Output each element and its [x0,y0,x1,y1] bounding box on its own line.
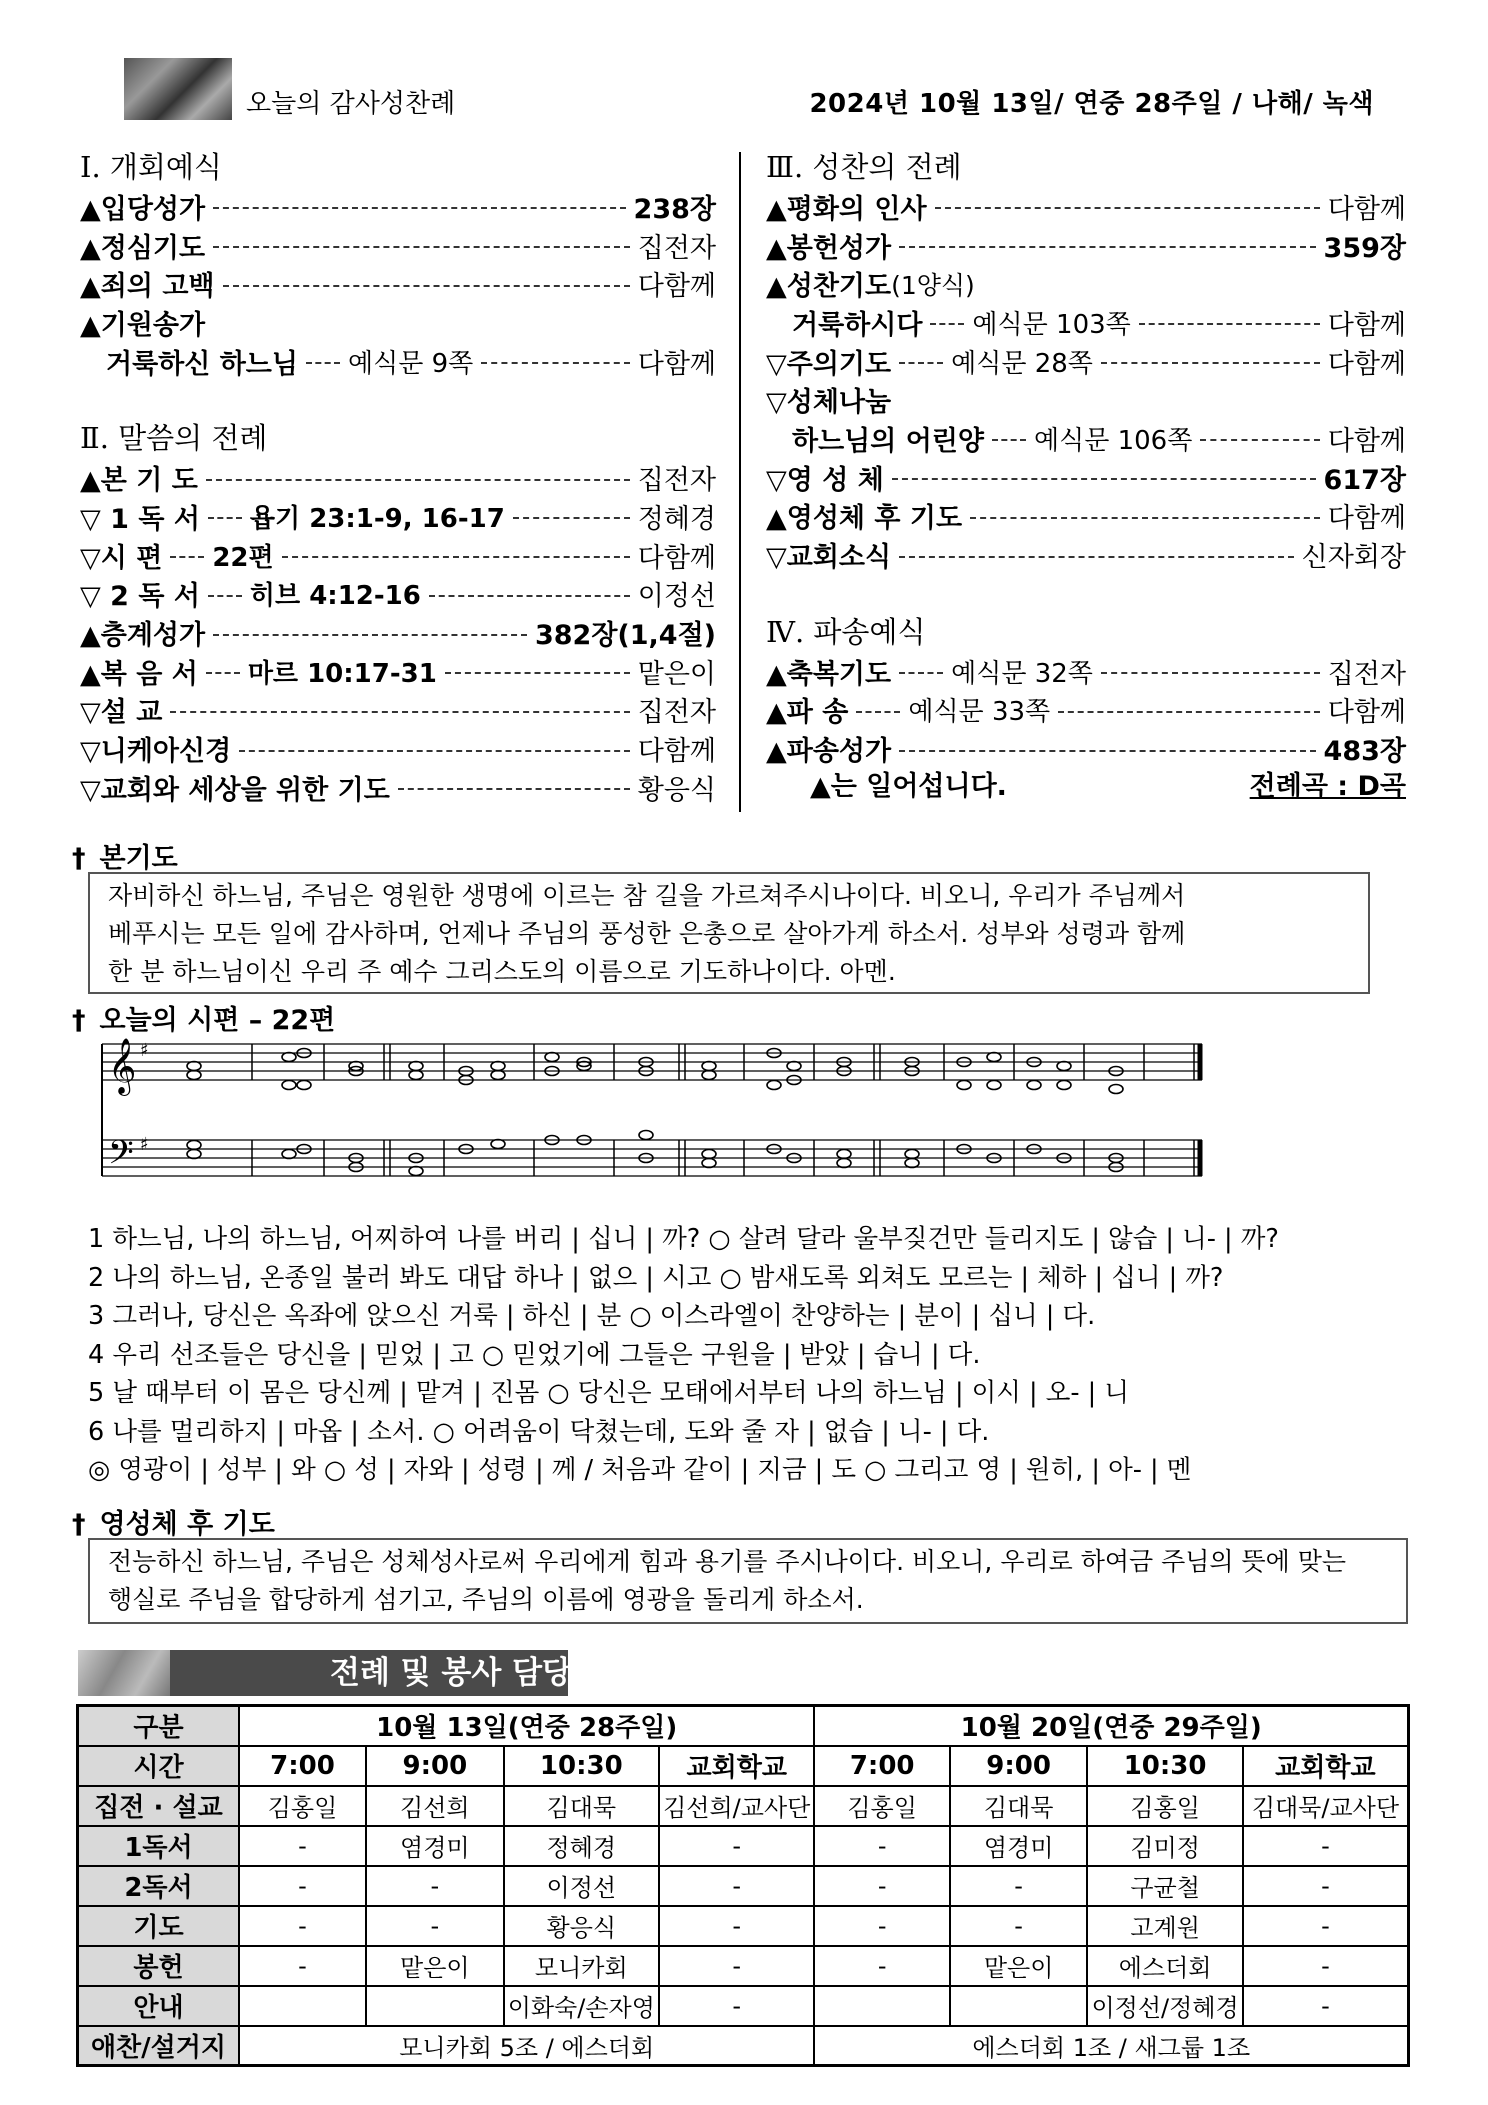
service-item-label: ▽교회소식 [766,542,892,574]
service-item [80,226,716,265]
table-cell: 모니카회 5조 / 에스더회 [239,2026,814,2066]
time-cell: 10:30 [504,1746,659,1786]
service-item-value: 다함께 [1327,503,1406,535]
service-item [80,768,716,807]
table-cell: - [814,1826,949,1866]
service-item [80,652,716,691]
service-item-value: 다함께 [1327,193,1406,225]
service-item-suffix: (1양식) [891,270,975,300]
service-item-value: 다함께 [1327,425,1406,457]
table-cell: - [1243,1986,1409,2026]
cross-icon: † [72,843,86,874]
service-item [766,535,1406,574]
service-item [80,613,716,652]
service-item-value: 다함께 [1327,348,1406,380]
table-row [78,1706,1409,1746]
service-item-label: ▽성체나눔 [766,387,892,419]
service-item [80,729,716,768]
service-item-label: ▽영 성 체 [766,464,884,496]
duty-photo [78,1650,170,1696]
service-item-label: ▲정심기도 [80,232,206,264]
time-cell: 7:00 [239,1746,366,1786]
psalm-title: † 오늘의 시편 – 22편 [72,1005,336,1036]
service-item-value: 신자회장 [1301,542,1406,574]
table-cell: 이정선/정혜경 [1087,1986,1242,2026]
table-cell: 김대묵 [504,1786,659,1826]
postcommunion-box [88,1538,1408,1624]
service-item-label: ▲죄의 고백 [80,271,215,303]
table-cell: - [659,1906,814,1946]
row-head: 2독서 [78,1866,239,1906]
service-item-label: 거룩하신 하느님 [106,348,298,380]
service-item-label: ▲본 기 도 [80,465,198,497]
service-item [766,303,1406,342]
table-cell: - [366,1906,504,1946]
service-item-page: 예식문 9쪽 [347,348,474,379]
table-cell [239,1986,366,2026]
duty-roster-header [78,1650,572,1696]
svg-text:♯: ♯ [140,1134,149,1155]
service-item [766,497,1406,536]
collect-line: 자비하신 하느님, 주님은 영원한 생명에 이르는 참 길을 가르쳐주시나이다. 비오니, 우리가 주님께서 [108,881,1186,910]
service-item-page: 예식문 106쪽 [1033,425,1193,456]
psalm-verse: 1 하느님, 나의 하느님, 어찌하여 나를 버리 | 십니 | 까? ○ 살려 달라 울부짖건만 들리지도 | 않습 | 니- | 까? [88,1224,1279,1254]
service-item-label: ▲성찬기도 [766,271,892,303]
service-item-label: 하느님의 어린양 [792,425,984,457]
table-cell: 염경미 [950,1826,1088,1866]
service-item [80,303,716,342]
service-item-page: 예식문 28쪽 [951,348,1093,379]
service-item-label: ▽니케아신경 [80,736,232,768]
table-row [78,2026,1409,2066]
service-item-label: ▽주의기도 [766,348,892,380]
section-heading-opening: Ⅰ. 개회예식 [80,150,222,184]
time-cell: 교회학교 [1243,1746,1409,1786]
svg-text:♯: ♯ [140,1040,149,1061]
table-cell [366,1986,504,2026]
table-cell: 고계원 [1087,1906,1242,1946]
service-item [766,691,1406,730]
service-item-value: 정혜경 [637,503,716,535]
standing-note [766,768,1406,806]
table-cell: - [239,1826,366,1866]
svg-text:𝄢: 𝄢 [108,1134,134,1180]
service-item-label: ▽ 2 독 서 [80,581,200,613]
service-item-value: 382장(1,4절) [534,620,716,652]
bulletin-header [124,58,1374,120]
time-cell: 7:00 [814,1746,949,1786]
service-item-label: ▲파송성가 [766,736,892,768]
table-cell: 에스더회 1조 / 새그룹 1조 [814,2026,1408,2066]
row-head: 애찬/설거지 [78,2026,239,2066]
week1-head: 10월 13일(연중 28주일) [239,1706,814,1746]
service-item [766,458,1406,497]
service-item-page: 예식문 32쪽 [951,658,1093,689]
service-item [80,497,716,536]
service-item-label: ▲평화의 인사 [766,193,927,225]
postcommunion-line: 전능하신 하느님, 주님은 성체성사로써 우리에게 힘과 용기를 주시나이다. 비오니, 우리로 하여금 주님의 뜻에 맞는 [108,1547,1347,1576]
duty-roster-table [76,1704,1410,2067]
column-divider [739,152,741,812]
row-head: 집전 · 설교 [78,1786,239,1826]
service-item [766,380,1406,419]
service-item [80,342,716,381]
table-row [78,1866,1409,1906]
duty-roster-title: 전례 및 봉사 담당 [170,1650,568,1696]
service-item-value: 다함께 [637,542,716,574]
service-item-label: ▲복 음 서 [80,658,198,690]
psalm-verse: 2 나의 하느님, 온종일 불러 봐도 대답 하나 | 없으 | 시고 ○ 밤새도록 외쳐도 모르는 | 체하 | 십니 | 까? [88,1262,1224,1293]
service-item [80,458,716,497]
table-cell: 김대묵/교사단 [1243,1786,1409,1826]
bulletin-title: 오늘의 감사성찬례 [246,89,456,119]
cross-icon: † [72,1509,86,1540]
table-cell: 맡은이 [950,1946,1088,1986]
service-item-value: 다함께 [637,271,716,303]
row-head: 기도 [78,1906,239,1946]
table-cell: 김홍일 [1087,1786,1242,1826]
table-row [78,1746,1409,1786]
service-item-label: ▲축복기도 [766,658,892,690]
service-item [80,691,716,730]
table-cell: 김선희 [366,1786,504,1826]
table-cell: 에스더회 [1087,1946,1242,1986]
service-item-value: 다함께 [637,348,716,380]
service-item-label: ▽설 교 [80,697,163,729]
psalm-verses [88,1220,1418,1490]
table-cell: - [814,1906,949,1946]
time-cell: 9:00 [366,1746,504,1786]
psalm-chant-score [94,1030,1210,1200]
order-right-column [766,148,1406,806]
table-cell: - [366,1866,504,1906]
table-cell: 김선희/교사단 [659,1786,814,1826]
service-item-page: 예식문 33쪽 [908,697,1051,728]
service-item [766,187,1406,226]
service-item-reading: 히브 4:12-16 [249,581,421,612]
opening-rows [80,187,716,380]
table-cell: 염경미 [366,1826,504,1866]
service-item [766,652,1406,691]
table-cell: - [239,1946,366,1986]
collect-title: † 본기도 [72,843,178,874]
service-item [766,264,1406,303]
section-heading-eucharist: Ⅲ. 성찬의 전례 [766,150,962,184]
table-cell: 정혜경 [504,1826,659,1866]
table-cell: 이정선 [504,1866,659,1906]
row-head: 1독서 [78,1826,239,1866]
col-head: 구분 [78,1706,239,1746]
bulletin-date: 2024년 10월 13일/ 연중 28주일 / 나해/ 녹색 [809,89,1374,119]
table-cell [814,1986,949,2026]
table-cell: - [1243,1906,1409,1946]
table-cell: 이화숙/손자영 [504,1986,659,2026]
psalm-verse: ◎ 영광이 | 성부 | 와 ○ 성 | 자와 | 성령 | 께 / 처음과 같이 | 지금 | 도 ○ 그리고 영 | 원히, | 아- | 멘 [88,1455,1192,1485]
table-cell: 김대묵 [950,1786,1088,1826]
eucharist-rows [766,187,1406,574]
table-cell: 김홍일 [239,1786,366,1826]
table-cell: 모니카회 [504,1946,659,1986]
service-item-label: ▲파 송 [766,697,849,729]
collect-line: 베푸시는 모든 일에 감사하며, 언제나 주님의 풍성한 은총으로 살아가게 하소서. 성부와 성령과 함께 [108,919,1186,948]
table-row [78,1986,1409,2026]
postcommunion-line: 행실로 주님을 합당하게 섬기고, 주님의 이름에 영광을 돌리게 하소서. [108,1585,864,1614]
table-cell: - [814,1866,949,1906]
section-heading-word: Ⅱ. 말씀의 전례 [80,421,268,456]
service-item-label: ▲영성체 후 기도 [766,503,963,535]
service-item-reading: 22편 [212,542,274,573]
service-item-label: 거룩하시다 [792,309,923,341]
table-cell: - [239,1866,366,1906]
table-cell: - [659,1946,814,1986]
postcommunion-title: † 영성체 후 기도 [72,1509,275,1540]
table-cell: - [1243,1826,1409,1866]
service-item-value: 617장 [1323,464,1406,496]
service-item [80,536,716,575]
row-head: 안내 [78,1986,239,2026]
service-item-value: 다함께 [1327,309,1406,341]
service-item-value: 다함께 [1327,697,1406,729]
table-row [78,1826,1409,1866]
service-item-value: 황응식 [637,774,716,806]
service-item-value: 다함께 [637,736,716,768]
church-photo [124,58,232,120]
time-cell: 9:00 [950,1746,1088,1786]
liturgy-music-note: 전례곡 : D곡 [1249,770,1406,802]
order-left-column [80,148,716,807]
service-item-value: 집전자 [637,697,716,729]
word-rows [80,458,716,806]
svg-text:𝄞: 𝄞 [108,1038,137,1094]
table-row [78,1906,1409,1946]
cross-icon: † [72,1005,86,1036]
service-item [766,226,1406,265]
service-item-page: 예식문 103쪽 [972,309,1131,340]
service-item-label: ▲층계성가 [80,620,206,652]
table-row [78,1946,1409,1986]
psalm-verse: 4 우리 선조들은 당신을 | 믿었 | 고 ○ 믿었기에 그들은 구원을 | 받았 | 습니 | 다. [88,1339,981,1370]
table-cell: 황응식 [504,1906,659,1946]
table-cell: - [659,1866,814,1906]
collect-box [88,872,1370,994]
table-cell: 김미정 [1087,1826,1242,1866]
service-item [80,575,716,614]
service-item [766,419,1406,458]
service-item-value: 359장 [1323,232,1406,264]
service-item-value: 집전자 [637,232,716,264]
table-cell: 구균철 [1087,1866,1242,1906]
table-cell: - [1243,1866,1409,1906]
service-item-value: 이정선 [637,581,716,613]
service-item-label: ▲기원송가 [80,309,206,341]
table-cell [950,1986,1088,2026]
service-item-label: ▽ 1 독 서 [80,503,200,535]
service-item [766,729,1406,768]
table-cell: - [659,1986,814,2026]
service-item-value: 집전자 [637,465,716,497]
table-cell: - [659,1826,814,1866]
time-cell: 교회학교 [659,1746,814,1786]
collect-line: 한 분 하느님이신 우리 주 예수 그리스도의 이름으로 기도하나이다. 아멘. [108,957,896,986]
table-cell: - [814,1946,949,1986]
table-cell: 맡은이 [366,1946,504,1986]
service-item [80,264,716,303]
psalm-verse: 5 날 때부터 이 몸은 당신께 | 맡겨 | 진몸 ○ 당신은 모태에서부터 나의 하느님 | 이시 | 오- | 니 [88,1378,1130,1408]
table-row [78,1786,1409,1826]
table-cell: 김홍일 [814,1786,949,1826]
service-item-label: ▽시 편 [80,542,163,574]
service-item-value: 집전자 [1327,658,1406,690]
dismissal-rows [766,652,1406,768]
service-item-reading: 욥기 23:1-9, 16-17 [249,503,505,534]
stand-note-text: ▲는 일어섭니다. [810,770,1007,802]
service-item-label: ▽교회와 세상을 위한 기도 [80,774,390,806]
service-item-reading: 마르 10:17-31 [247,658,437,689]
time-cell: 10:30 [1087,1746,1242,1786]
table-cell: - [950,1906,1088,1946]
section-heading-dismissal: Ⅳ. 파송예식 [766,614,926,649]
table-cell: - [1243,1946,1409,1986]
psalm-verse: 6 나를 멀리하지 | 마옵 | 소서. ○ 어려움이 닥쳤는데, 도와 줄 자 | 없습 | 니- | 다. [88,1416,990,1447]
row-head: 봉헌 [78,1946,239,1986]
time-head: 시간 [78,1746,239,1786]
service-item [766,342,1406,381]
psalm-verse: 3 그러나, 당신은 옥좌에 앉으신 거룩 | 하신 | 분 ○ 이스라엘이 찬양하는 | 분이 | 십니 | 다. [88,1301,1096,1331]
service-item-value: 맡은이 [637,658,716,690]
service-item [80,187,716,226]
service-item-label: ▲봉헌성가 [766,232,892,264]
table-cell: - [950,1866,1088,1906]
service-item-label: ▲입당성가 [80,193,206,225]
service-item-value: 483장 [1323,736,1406,768]
service-item-value: 238장 [633,193,716,225]
table-cell: - [239,1906,366,1946]
week2-head: 10월 20일(연중 29주일) [814,1706,1408,1746]
